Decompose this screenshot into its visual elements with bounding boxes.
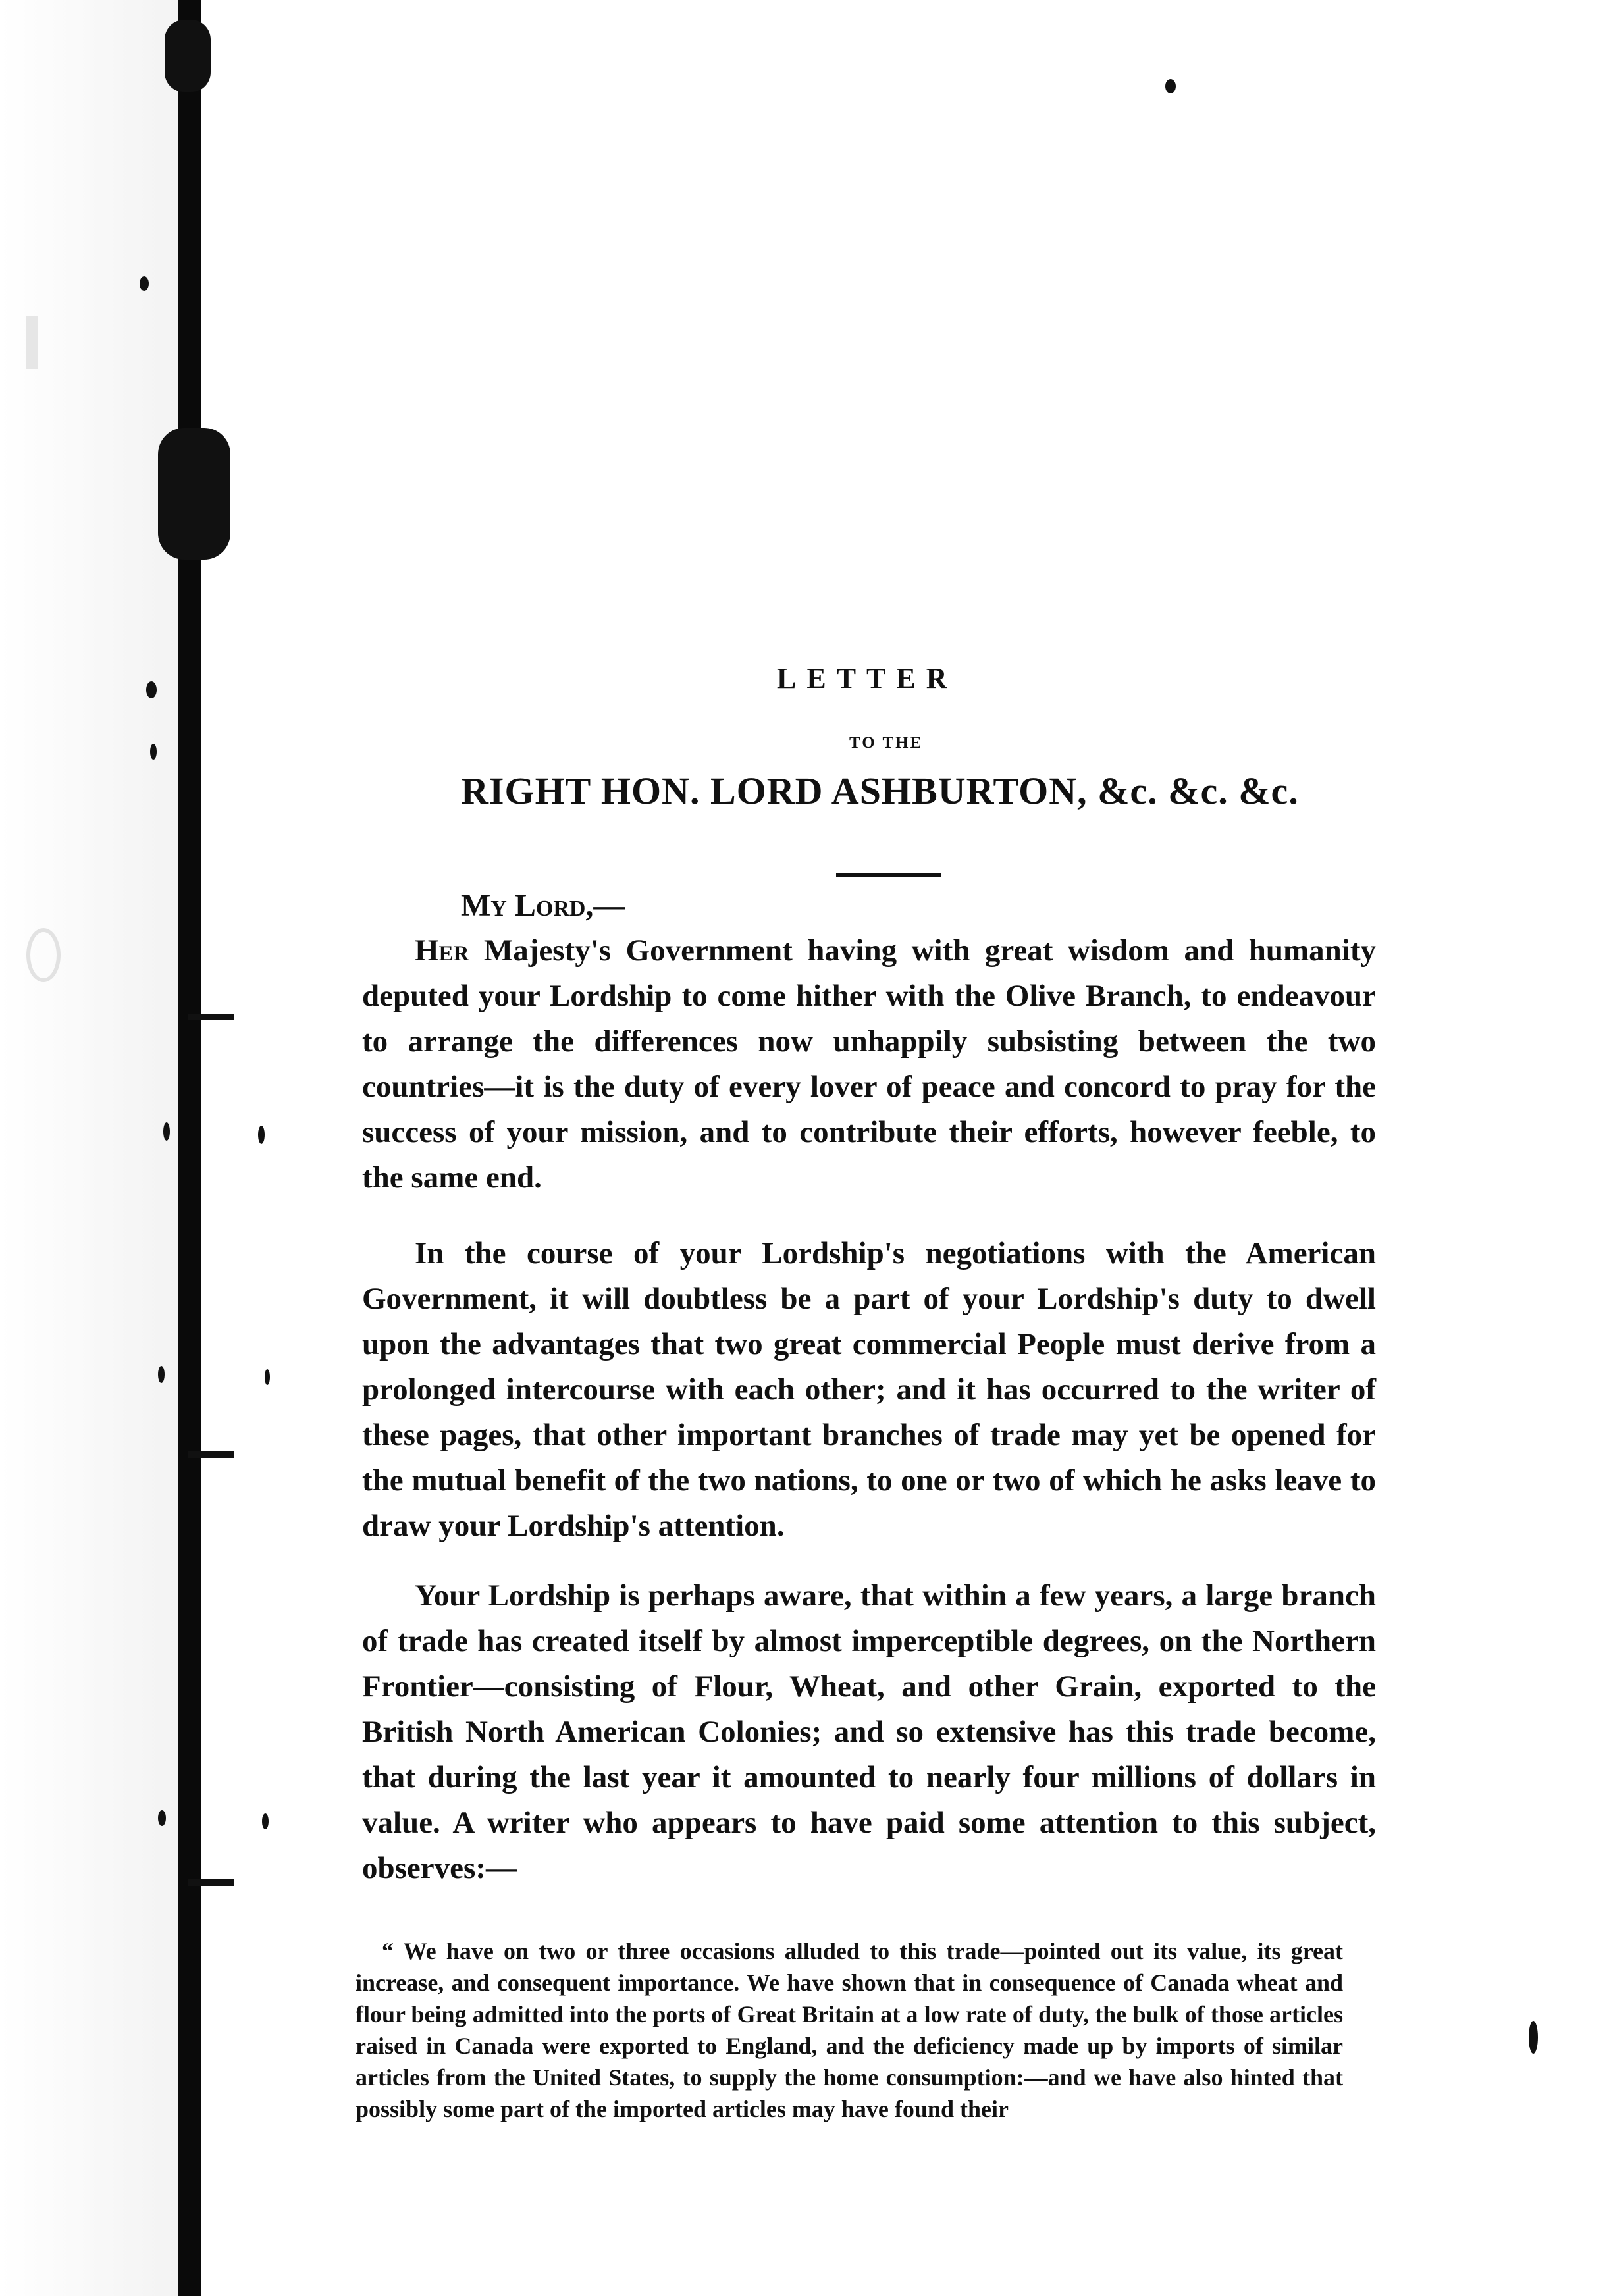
ink-speck: [158, 1366, 165, 1383]
addressee-line: RIGHT HON. LORD ASHBURTON, &c. &c. &c.: [461, 770, 1299, 812]
ink-speck: [140, 276, 149, 291]
binding-blot: [158, 428, 230, 560]
binding-notch: [188, 1014, 234, 1020]
body-paragraph-3: Your Lordship is perhaps aware, that within a few years, a large branch of trade has created itself by almost imperceptible degrees, on the Northern Frontier—consisting of Flour, Wheat, and other Grain, exported to the British North American Colonies; and so extensive has this trade become, that during the last year it amounted to nearly four millions of dollars in value. A writer who appears to have paid some attention to this subject, observes:—: [362, 1578, 1376, 1885]
ink-speck: [1529, 2021, 1538, 2054]
ink-speck: [146, 681, 157, 698]
facing-page-bleed-mark: [26, 928, 61, 982]
binding-notch: [188, 1879, 234, 1886]
block-quote: “ We have on two or three occasions alluded to this trade—pointed out its value, its great increase, and consequent importance. We have shown that in consequence of Canada wheat and flour being admitted into the ports of Great Britain at a low rate of duty, the bulk of those articles raised in Canada were exported to England, and the deficiency made up by imports of similar articles from the United States, to supply the home consumption:—and we have also hinted that possibly some part of the imported articles may have found their: [356, 1938, 1343, 2122]
body-paragraph-2: In the course of your Lordship's negotiations with the American Government, it will doubtless be a part of your Lordship's duty to dwell upon the advantages that two great commercial People must derive from a prolonged intercourse with each other; and it has occurred to the writer of these pages, that other important branches of trade may yet be opened for the mutual benefit of the two nations, to one or two of which he asks leave to draw your Lordship's attention.: [362, 1236, 1376, 1543]
ink-speck: [158, 1810, 166, 1826]
facing-page-bleed-mark: [26, 316, 38, 369]
heading-to-the: TO THE: [849, 734, 924, 752]
ink-speck: [262, 1813, 269, 1829]
ink-speck: [265, 1369, 270, 1385]
paragraph-lead-word: Her: [415, 933, 469, 968]
ink-speck: [1165, 79, 1176, 93]
page-binding-edge: [178, 0, 201, 2296]
heading-letter: LETTER: [777, 662, 958, 694]
binding-notch: [188, 1451, 234, 1458]
ink-speck: [258, 1126, 265, 1144]
binding-blot: [165, 20, 211, 92]
body-paragraph-1: [362, 928, 1376, 1201]
section-rule: [836, 873, 941, 877]
paragraph-text: Majesty's Government having with great wisdom and humanity deputed your Lordship to come hither with the Olive Branch, to endeavour to arrange the differences now unhappily subsisting between the two countries—it is the duty of every lover of peace and concord to pray for the success of your mission, and to contribute their efforts, however feeble, to the same end.: [362, 933, 1376, 1195]
ink-speck: [150, 744, 157, 760]
ink-speck: [163, 1122, 170, 1141]
salutation: My Lord,—: [461, 888, 625, 923]
